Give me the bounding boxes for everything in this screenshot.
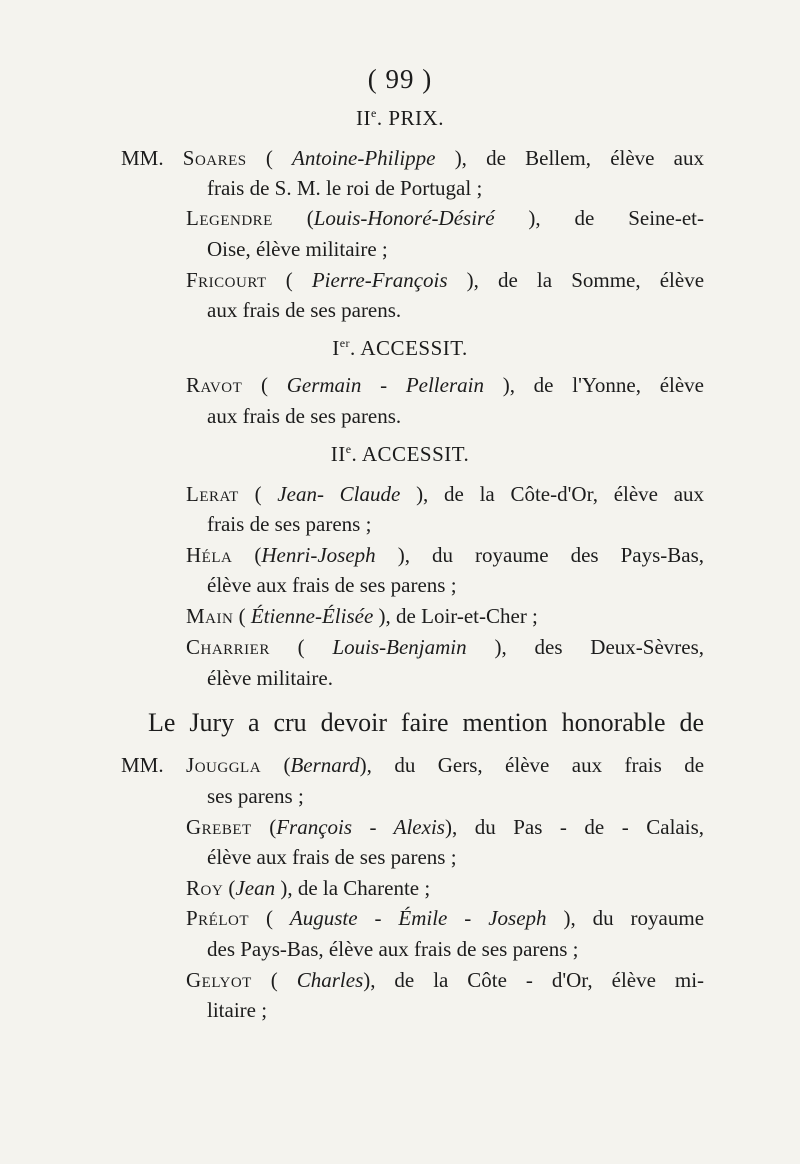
entry-ravot-line1: Ravot ( Germain - Pellerain ), de l'Yonne, élève <box>186 373 705 397</box>
entry-legendre-line2: Oise, élève militaire ; <box>207 237 388 261</box>
entry-jouggla-line1: MM. Jouggla (Bernard), du Gers, élève aux frais de <box>121 753 705 777</box>
entry-roy-line1: Roy (Jean ), de la Charente ; <box>186 876 431 900</box>
entry-ravot-line2: aux frais de ses parens. <box>207 404 402 428</box>
entry-charrier-line2: élève militaire. <box>207 666 333 690</box>
entry-soares-line1: MM. Soares ( Antoine-Philippe ), de Bellem, élève aux <box>121 146 705 170</box>
entry-gelyot-line1: Gelyot ( Charles), de la Côte - d'Or, élève mi- <box>186 968 705 992</box>
entry-fricourt-line1: Fricourt ( Pierre-François ), de la Somme, élève <box>186 268 705 292</box>
entry-hela-line1: Héla (Henri-Joseph ), du royaume des Pays-Bas, <box>186 543 705 567</box>
section-heading-prix: IIe. PRIX. <box>356 106 444 130</box>
entry-grebet-line1: Grebet (François - Alexis), du Pas - de - Calais, <box>186 815 704 839</box>
section-heading-accessit-1: Ier. ACCESSIT. <box>332 336 468 360</box>
entry-charrier-line1: Charrier ( Louis-Benjamin ), des Deux-Sèvres, <box>186 635 705 659</box>
entry-gelyot-line2: litaire ; <box>207 998 268 1022</box>
entry-soares-line2: frais de S. M. le roi de Portugal ; <box>207 176 483 200</box>
page-number: ( 99 ) <box>367 64 433 94</box>
entry-lerat-line2: frais de ses parens ; <box>207 512 372 536</box>
entry-fricourt-line2: aux frais de ses parens. <box>207 298 402 322</box>
entry-lerat-line1: Lerat ( Jean- Claude ), de la Côte-d'Or, élève aux <box>186 482 705 506</box>
entry-hela-line2: élève aux frais de ses parens ; <box>207 573 457 597</box>
entry-prelot-line1: Prélot ( Auguste - Émile - Joseph ), du royaume <box>186 906 705 930</box>
entry-main-line1: Main ( Étienne-Élisée ), de Loir-et-Cher ; <box>186 604 538 628</box>
entry-jouggla-line2: ses parens ; <box>207 784 304 808</box>
entry-grebet-line2: élève aux frais de ses parens ; <box>207 845 457 869</box>
entry-prelot-line2: des Pays-Bas, élève aux frais de ses parens ; <box>207 937 579 961</box>
entry-legendre-line1: Legendre (Louis-Honoré-Désiré ), de Seine-et- <box>186 206 705 230</box>
mention-honorable-heading: Le Jury a cru devoir faire mention honorable de <box>148 708 704 737</box>
section-heading-accessit-2: IIe. ACCESSIT. <box>330 442 470 466</box>
